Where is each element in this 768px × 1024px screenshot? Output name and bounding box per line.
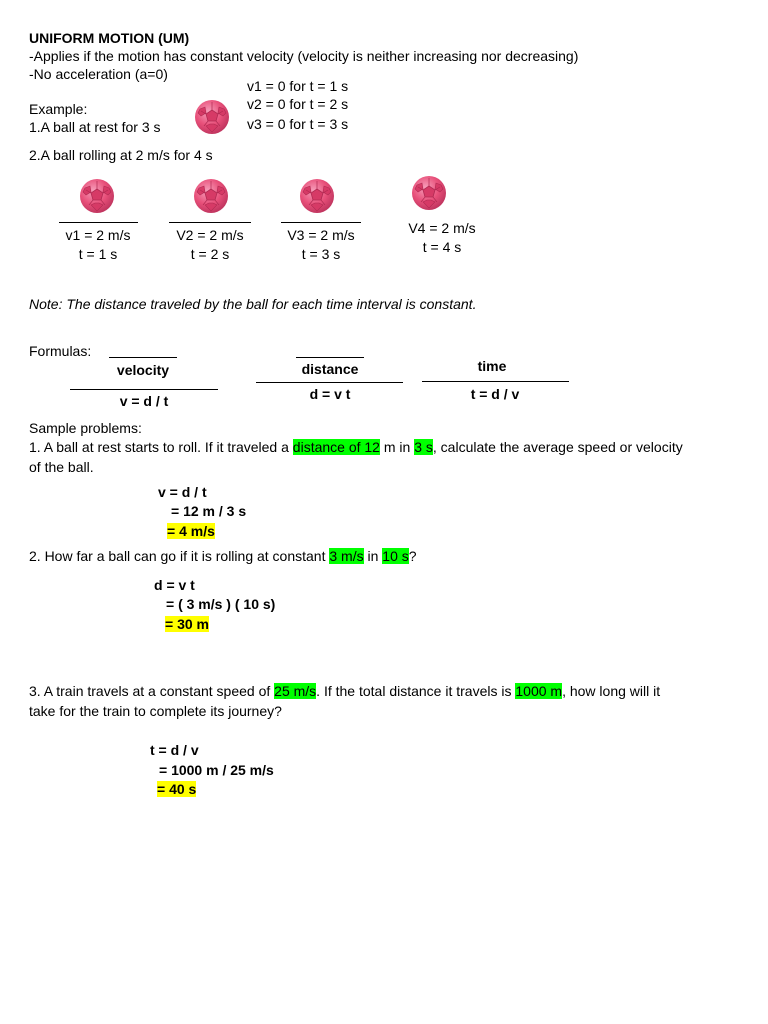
formula-distance: d = v t: [309, 386, 351, 402]
problem-3-line-1: 3. A train travels at a constant speed of 25 m/s. If the total distance it travels is 1000 m, how long will it: [29, 683, 661, 699]
formula-time: t = d / v: [470, 386, 520, 402]
rest-value-1: v1 = 0 for t = 1 s: [247, 78, 349, 94]
example-label: Example:: [29, 101, 88, 117]
formula-velocity: v = d / t: [119, 393, 169, 409]
example-item-1: 1.A ball at rest for 3 s: [29, 119, 161, 135]
problem-2-step-2: = ( 3 m/s ) ( 10 s): [166, 596, 276, 612]
highlight: 1000 m: [515, 683, 563, 699]
rolling-velocity-4: V4 = 2 m/s: [408, 220, 476, 236]
note-text: Note: The distance traveled by the ball for each time interval is constant.: [29, 296, 477, 312]
formula-line: [70, 389, 218, 390]
formula-velocity-name: velocity: [116, 362, 170, 378]
formula-time-name: time: [477, 358, 507, 374]
rolling-time-4: t = 4 s: [422, 239, 462, 255]
problem-1-answer: = 4 m/s: [167, 523, 215, 539]
problem-1-step-2: = 12 m / 3 s: [171, 503, 247, 519]
soccer-ball-icon: [299, 178, 335, 214]
problem-2-step-1: d = v t: [154, 577, 195, 593]
rolling-velocity-1: v1 = 2 m/s: [65, 227, 131, 243]
problem-3-line-2: take for the train to complete its journey?: [29, 703, 282, 719]
formulas-label: Formulas:: [29, 343, 92, 359]
rolling-time-1: t = 1 s: [78, 246, 118, 262]
soccer-ball-icon: [79, 178, 115, 214]
formula-line: [422, 381, 569, 382]
problem-1-line-1: 1. A ball at rest starts to roll. If it traveled a distance of 12 m in 3 s, calculate the average speed or velocity: [29, 439, 683, 455]
formula-line: [109, 357, 177, 358]
ground-line: [169, 222, 251, 223]
problem-3-answer: = 40 s: [157, 781, 197, 797]
intro-line-1: -Applies if the motion has constant velocity (velocity is neither increasing nor decreasing): [29, 48, 579, 64]
soccer-ball-icon: [194, 99, 230, 135]
problem-2-answer: = 30 m: [165, 616, 209, 632]
highlight: 3 s: [414, 439, 433, 455]
rest-value-3: v3 = 0 for t = 3 s: [247, 116, 349, 132]
highlight: 3 m/s: [329, 548, 364, 564]
highlight: 25 m/s: [274, 683, 317, 699]
problem-2-line-1: 2. How far a ball can go if it is rolling at constant 3 m/s in 10 s?: [29, 548, 417, 564]
sample-problems-label: Sample problems:: [29, 420, 142, 436]
intro-line-2: -No acceleration (a=0): [29, 66, 168, 82]
rest-value-2: v2 = 0 for t = 2 s: [247, 96, 349, 112]
problem-1-step-1: v = d / t: [158, 484, 207, 500]
rolling-time-2: t = 2 s: [190, 246, 230, 262]
rolling-time-3: t = 3 s: [301, 246, 341, 262]
highlight: distance of 12: [292, 439, 380, 455]
soccer-ball-icon: [193, 178, 229, 214]
formula-distance-name: distance: [301, 361, 359, 377]
page-title: UNIFORM MOTION (UM): [29, 30, 190, 46]
rolling-velocity-3: V3 = 2 m/s: [287, 227, 355, 243]
problem-3-step-1: t = d / v: [150, 742, 199, 758]
formula-line: [256, 382, 403, 383]
problem-3-step-2: = 1000 m / 25 m/s: [159, 762, 274, 778]
rolling-velocity-2: V2 = 2 m/s: [176, 227, 244, 243]
problem-1-line-2: of the ball.: [29, 459, 94, 475]
soccer-ball-icon: [411, 175, 447, 211]
example-item-2: 2.A ball rolling at 2 m/s for 4 s: [29, 147, 213, 163]
highlight: 10 s: [382, 548, 409, 564]
ground-line: [59, 222, 138, 223]
ground-line: [281, 222, 361, 223]
formula-line: [296, 357, 364, 358]
